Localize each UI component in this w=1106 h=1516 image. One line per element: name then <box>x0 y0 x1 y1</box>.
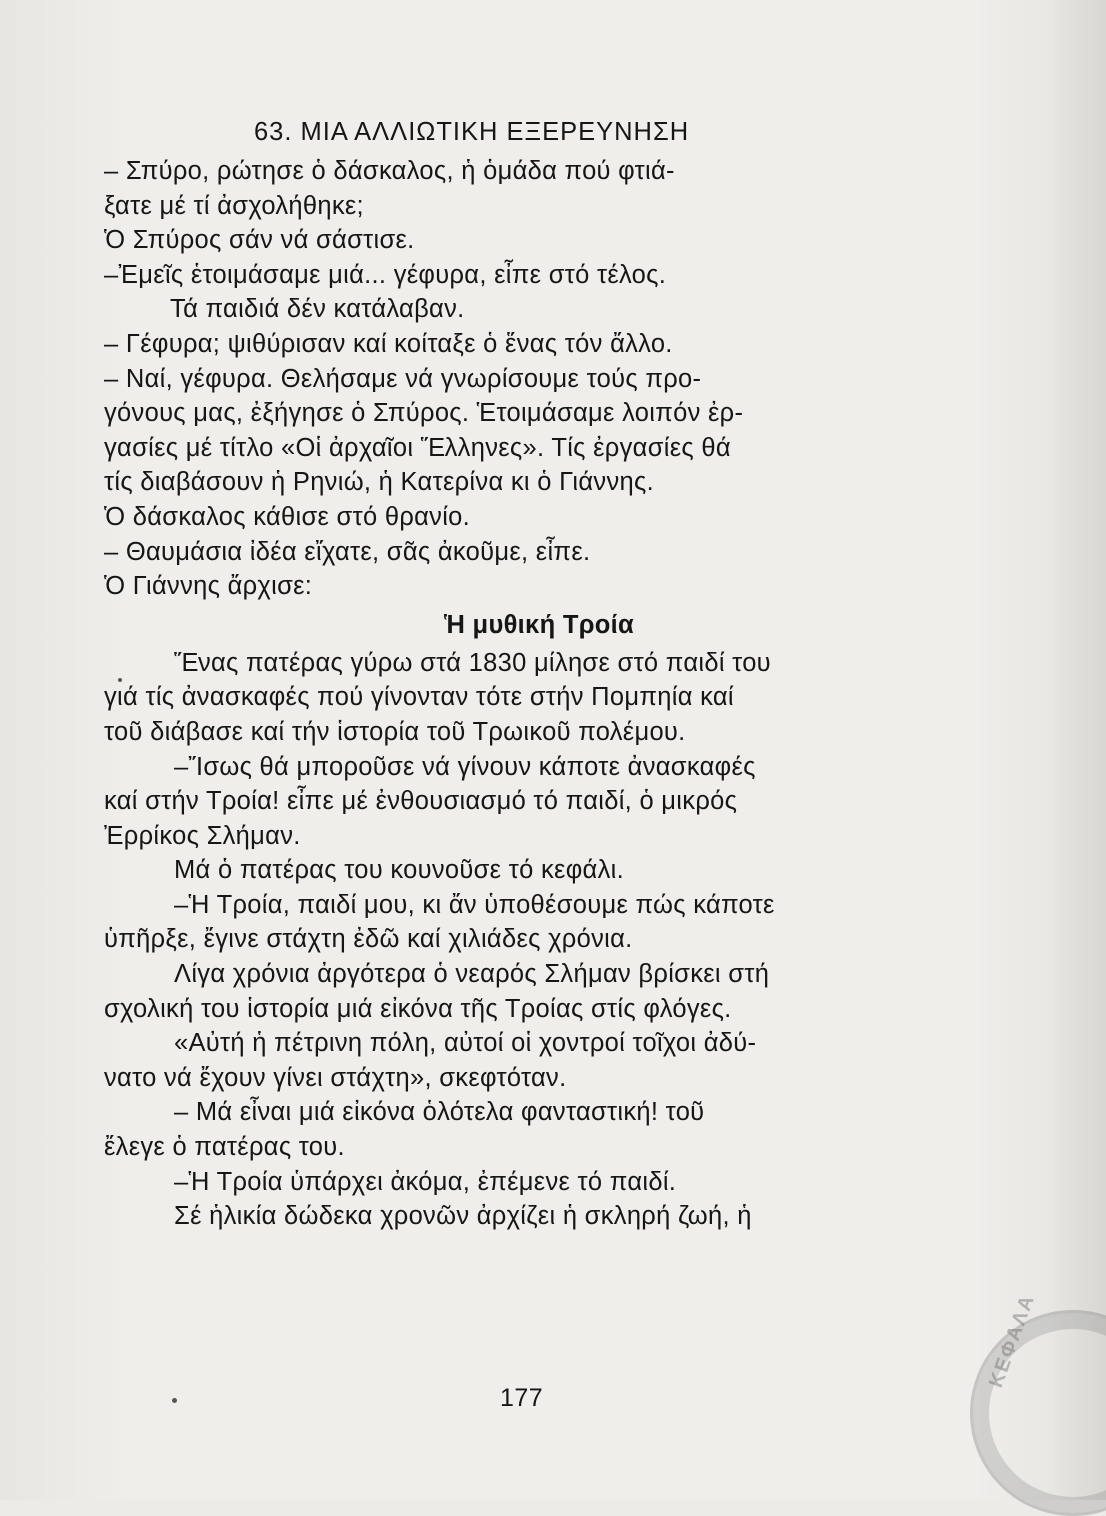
text-line: Ὁ δάσκαλος κάθισε στό θρανίο. <box>104 502 471 531</box>
speck-mark <box>172 1398 177 1403</box>
text-line: τοῦ διάβασε καί τήν ἱστορία τοῦ Τρωικοῦ πολέμου. <box>104 717 686 746</box>
stamp-text: ΚΕΦΑΛΑ <box>985 1291 1040 1391</box>
text-line: –Ἡ Τροία, παιδί μου, κι ἄν ὑποθέσουμε πώς κάποτε <box>174 890 775 919</box>
text-line: Τά παιδιά δέν κατάλαβαν. <box>170 295 465 324</box>
text-line: Ὁ Σπύρος σάν νά σάστισε. <box>104 226 415 255</box>
text-line: –Ἐμεῖς ἑτοιμάσαμε μιά... γέφυρα, εἶπε στό τέλος. <box>104 260 667 289</box>
text-line: «Αὐτή ἡ πέτρινη πόλη, αὐτοί οἱ χοντροί τοῖχοι ἀδύ- <box>174 1029 757 1058</box>
text-line: Ὁ Γιάννης ἄρχισε: <box>104 572 313 601</box>
text-line: ἔλεγε ὁ πατέρας του. <box>104 1133 345 1162</box>
text-line: γασίες μέ τίτλο «Οἱ ἀρχαῖοι Ἕλληνες». Τίς ἐργασίες θά <box>104 433 731 462</box>
text-line: Ἕνας πατέρας γύρω στά 1830 μίλησε στό παιδί του <box>174 648 771 677</box>
text-line: – Σπύρο, ρώτησε ὁ δάσκαλος, ἡ ὁμάδα πού φτιά- <box>104 157 675 185</box>
page-text <box>104 110 934 1234</box>
text-line: Σέ ἡλικία δώδεκα χρονῶν ἀρχίζει ἡ σκληρή ζωή, ἡ <box>174 1202 752 1231</box>
text-line: Λίγα χρόνια ἀργότερα ὁ νεαρός Σλήμαν βρίσκει στή <box>174 960 770 989</box>
text-line: Μά ὁ πατέρας του κουνοῦσε τό κεφάλι. <box>174 856 624 885</box>
text-line: γιά τίς ἀνασκαφές πού γίνονταν τότε στήν Πομπηία καί <box>104 683 734 712</box>
chapter-heading: 63. ΜΙΑ ΑΛΛΙΩΤΙΚΗ ΕΞΕΡΕΥΝΗΣΗ <box>254 118 690 146</box>
page-number: 177 <box>500 1384 544 1412</box>
library-stamp <box>970 1291 1106 1516</box>
text-line: – Θαυμάσια ἰδέα εἴχατε, σᾶς ἀκοῦμε, εἶπε. <box>104 537 591 566</box>
text-line: νατο νά ἔχουν γίνει στάχτη», σκεφτόταν. <box>104 1063 567 1092</box>
section-subheading: Ἡ μυθική Τροία <box>443 610 635 639</box>
text-line: – Γέφυρα; ψιθύρισαν καί κοίταξε ὁ ἕνας τόν ἄλλο. <box>104 329 673 358</box>
text-line: – Μά εἶναι μιά εἰκόνα ὁλότελα φανταστική! τοῦ <box>174 1098 705 1127</box>
text-line: τίς διαβάσουν ἡ Ρηνιώ, ἡ Κατερίνα κι ὁ Γιάννης. <box>104 468 654 497</box>
text-line: καί στήν Τροία! εἶπε μέ ἐνθουσιασμό τό παιδί, ὁ μικρός <box>104 787 738 816</box>
page-edge-shadow <box>1046 0 1106 1500</box>
speck-mark <box>118 678 122 682</box>
text-line: σχολική του ἱστορία μιά εἰκόνα τῆς Τροίας στίς φλόγες. <box>104 994 732 1023</box>
text-line: – Ναί, γέφυρα. Θελήσαμε νά γνωρίσουμε τούς προ- <box>104 364 702 393</box>
text-line: –Ἡ Τροία ὑπάρχει ἀκόμα, ἐπέμενε τό παιδί. <box>174 1167 677 1196</box>
text-line: –Ἴσως θά μποροῦσε νά γίνουν κάποτε ἀνασκαφές <box>174 752 756 781</box>
text-line: ξατε μέ τί ἀσχολήθηκε; <box>104 191 364 220</box>
text-line: Ἐρρίκος Σλήμαν. <box>104 821 301 850</box>
text-line: ὑπῆρξε, ἔγινε στάχτη ἐδῶ καί χιλιάδες χρόνια. <box>104 925 633 954</box>
text-line: γόνους μας, ἐξήγησε ὁ Σπύρος. Ἑτοιμάσαμε λοιπόν ἐρ- <box>104 399 744 428</box>
